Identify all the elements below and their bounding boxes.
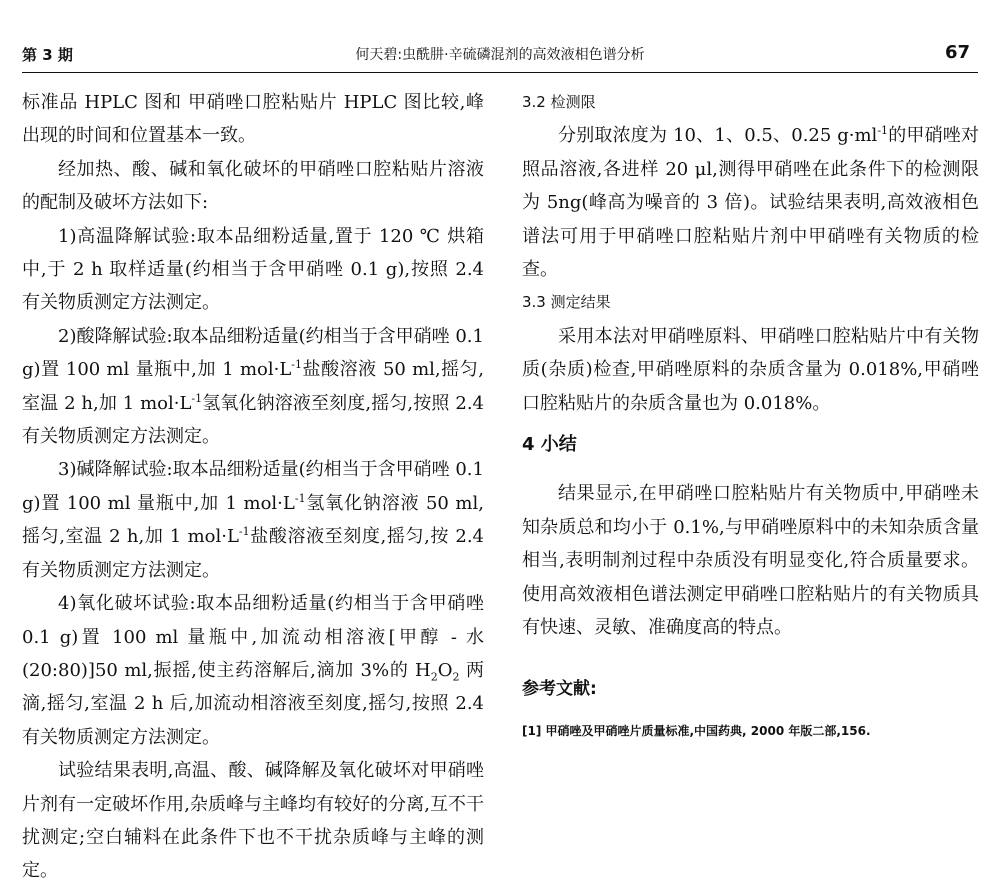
left-column [22, 86, 484, 888]
paragraph-base-test: 3)碱降解试验:取本品细粉适量(约相当于含甲硝唑 0.1 g)置 100 ml 量瓶中,加 1 $mol\cdot L^{-1}$氢氧化钠溶液 50 ml,摇匀,室温 2 h,加 1 $mol\cdot L^{-1}$盐酸溶液至刻度,摇匀,按 2.4 有关物质测定方法测定。 [22, 459, 484, 581]
section-3-2-heading: 3.2 检测限 [522, 93, 596, 111]
page-number: 67 [944, 42, 970, 63]
references-heading: 参考文献: [522, 678, 597, 699]
paragraph-acid-test: 2)酸降解试验:取本品细粉适量(约相当于含甲硝唑 0.1 g)置 100 ml 量瓶中,加 1 $mol\cdot L^{-1}$盐酸溶液 50 ml,摇匀,室温 2 h,加 1 $mol\cdot L^{-1}$氢氧化钠溶液至刻度,摇匀,按照 2.4 有关物质测定方法测定。 [22, 325, 484, 448]
paragraph-detection-limit: 分别取浓度为 10、1、0.5、0.25 $g\cdot ml^{-1}$的甲硝唑对照品溶液,各进样 20 μl,测得甲硝唑在此条件下的检测限为 5ng(峰高为噪音的 3 倍)。试验结果表明,高效液相色谱法可用于甲硝唑口腔粘贴片剂中甲硝唑有关物质的检查。 [522, 124, 980, 281]
article-running-title: 何天碧:虫酰肼·辛硫磷混剂的高效液相色谱分析 [355, 47, 645, 63]
paragraph-hplc-comparison: 标准品 HPLC 图和 甲硝唑口腔粘贴片 HPLC 图比较,峰出现的时间和位置基本一致。 [22, 92, 484, 147]
paragraph-heat-test: 1)高温降解试验:取本品细粉适量,置于 120 ℃ 烘箱中,于 2 h 取样适量(约相当于含甲硝唑 0.1 g),按照 2.4 有关物质测定方法测定。 [22, 225, 484, 314]
issue-label: 第 3 期 [22, 46, 73, 64]
reference-item: [1] 甲硝唑及甲硝唑片质量标准,中国药典, 2000 年版二部,156. [522, 723, 871, 738]
paragraph-degradation-intro: 经加热、酸、碱和氧化破坏的甲硝唑口腔粘贴片溶液的配制及破坏方法如下: [22, 158, 484, 214]
header-rule [22, 72, 978, 73]
paragraph-test-results: 试验结果表明,高温、酸、碱降解及氧化破坏对甲硝唑片剂有一定破坏作用,杂质峰与主峰均有较好的分离,互不干扰测定;空白辅料在此条件下也不干扰杂质峰与主峰的测定。 [22, 760, 484, 882]
paragraph-measurement-results: 采用本法对甲硝唑原料、甲硝唑口腔粘贴片中有关物质(杂质)检查,甲硝唑原料的杂质含量为 0.018%,甲硝唑口腔粘贴片的杂质含量也为 0.018%。 [522, 325, 979, 414]
section-3-3-heading: 3.3 测定结果 [522, 293, 611, 312]
running-header [22, 40, 978, 70]
paragraph-summary: 结果显示,在甲硝唑口腔粘贴片有关物质中,甲硝唑未知杂质总和均小于 0.1%,与甲硝唑原料中的未知杂质含量相当,表明制剂过程中杂质没有明显变化,符合质量要求。使用高效液相色谱法测定甲硝唑口腔粘贴片的有关物质具有快速、灵敏、准确度高的特点。 [522, 483, 979, 639]
paragraph-oxidation-test: 4)氧化破坏试验:取本品细粉适量(约相当于含甲硝唑 0.1 g)置 100 ml 量瓶中,加流动相溶液[甲醇 - 水(20:80)]50 ml,振摇,使主药溶解后,滴加 3%的 $H_2O_2$ 两滴,摇匀,室温 2 h 后,加流动相溶液至刻度,摇匀,按照 2.4 有关物质测定方法测定。 [22, 593, 484, 748]
right-column [522, 86, 979, 740]
section-4-heading: 4 小结 [522, 434, 577, 456]
